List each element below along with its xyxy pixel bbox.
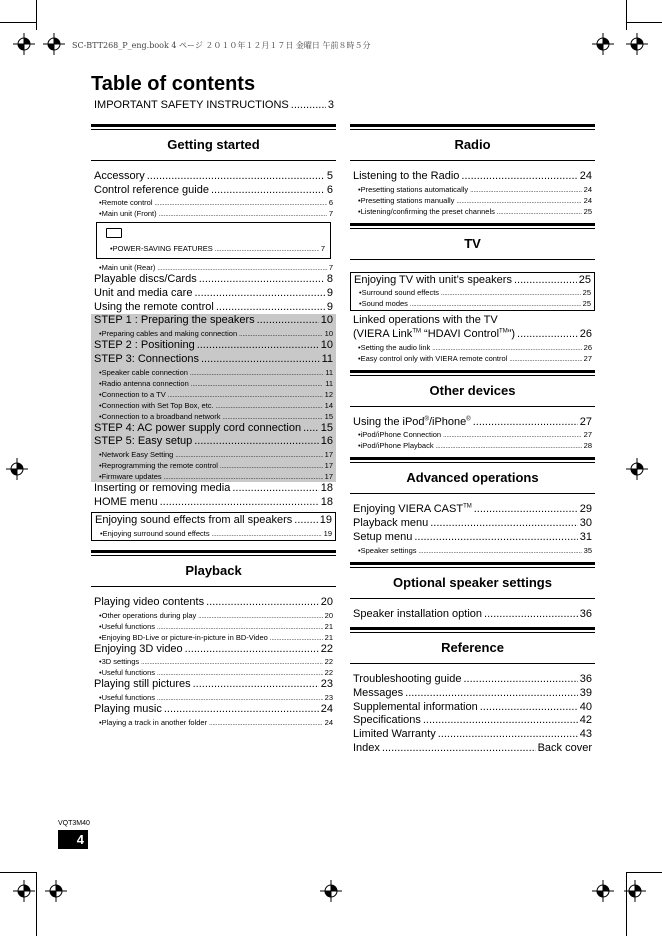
crop-line bbox=[626, 0, 627, 30]
toc-entry-label: •Easy control only with VIERA remote control bbox=[358, 353, 508, 363]
toc-entry[interactable] bbox=[94, 422, 333, 436]
registration-mark-icon bbox=[45, 880, 67, 902]
toc-entry-label: Enjoying 3D video bbox=[94, 642, 183, 655]
toc-entry-label: •Remote control bbox=[99, 198, 153, 208]
section-header-getting-started bbox=[91, 124, 336, 161]
toc-entry-label: Accessory bbox=[94, 170, 145, 182]
toc-entry-page: 15 bbox=[324, 411, 333, 421]
toc-entry-label: •Setting the audio link bbox=[358, 342, 431, 352]
toc-entry-label: •Speaker settings bbox=[358, 545, 417, 555]
toc-entry-page: 10 bbox=[320, 339, 333, 352]
toc-entry-page: 19 bbox=[319, 514, 332, 527]
toc-entry-page: 27 bbox=[579, 415, 592, 428]
toc-entry-page: 25 bbox=[582, 288, 591, 298]
registration-mark-icon bbox=[43, 33, 65, 55]
toc-entry-page: 42 bbox=[579, 714, 592, 727]
toc-entry[interactable] bbox=[94, 703, 333, 717]
section-header-reference bbox=[350, 627, 595, 664]
toc-entry-label: •Listening/confirming the preset channels bbox=[358, 206, 495, 216]
toc-subentry[interactable] bbox=[94, 717, 333, 728]
toc-entry-label: Listening to the Radio bbox=[353, 170, 460, 182]
trademark-mark: TM bbox=[412, 328, 421, 335]
toc-entry-page: 35 bbox=[583, 545, 592, 555]
toc-entry-label: STEP 5: Easy setup bbox=[94, 435, 193, 448]
toc-entry-label: •Enjoying BD-Live or picture-in-picture in BD-Video bbox=[99, 632, 268, 642]
toc-subentry[interactable] bbox=[94, 449, 333, 460]
toc-entry-label: •Useful functions bbox=[99, 693, 155, 702]
model-code: VQT3M40 bbox=[58, 820, 90, 827]
section-header-other-devices bbox=[350, 370, 595, 407]
toc-entry-page: 6 bbox=[326, 183, 333, 196]
section-title: Optional speaker settings bbox=[393, 574, 552, 590]
toc-entry-page: 26 bbox=[583, 342, 592, 352]
toc-entry-label: •iPod/iPhone Playback bbox=[358, 441, 434, 451]
toc-entry-page: 23 bbox=[324, 693, 333, 702]
linked-text-c: ”) bbox=[507, 328, 516, 341]
toc-subentry[interactable] bbox=[94, 378, 333, 389]
toc-entry-label bbox=[353, 328, 515, 342]
toc-entry[interactable] bbox=[94, 170, 333, 184]
crop-line bbox=[36, 872, 37, 936]
section-body-optional-speaker bbox=[350, 599, 595, 628]
section-title: Getting started bbox=[167, 137, 260, 152]
toc-entry[interactable] bbox=[94, 339, 333, 353]
toc-entry-page: 24 bbox=[579, 170, 592, 182]
toc-entry-label: HOME menu bbox=[94, 495, 158, 508]
toc-entry-label bbox=[353, 416, 471, 430]
toc-entry-page: 6 bbox=[328, 198, 333, 208]
toc-subentry[interactable] bbox=[353, 342, 592, 353]
toc-subentry[interactable] bbox=[94, 411, 333, 422]
toc-entry-label: Unit and media care bbox=[94, 287, 193, 300]
toc-entry-label: STEP 3: Connections bbox=[94, 352, 199, 365]
setup-steps-block bbox=[91, 314, 336, 481]
toc-entry[interactable] bbox=[353, 416, 592, 430]
toc-entry-page: 30 bbox=[579, 517, 592, 530]
toc-entry-label: •Useful functions bbox=[99, 668, 155, 678]
toc-entry-page: 26 bbox=[579, 328, 592, 341]
toc-subentry[interactable] bbox=[94, 400, 333, 411]
toc-entry[interactable] bbox=[94, 353, 333, 367]
toc-entry[interactable] bbox=[94, 435, 333, 449]
toc-entry-page: 27 bbox=[583, 353, 592, 363]
toc-entry-label: •Useful functions bbox=[99, 621, 155, 631]
toc-entry-label: Messages bbox=[353, 686, 404, 699]
toc-entry-page: 24 bbox=[324, 717, 333, 727]
toc-entry-label: Enjoying TV with unit’s speakers bbox=[354, 273, 512, 286]
section-body-radio bbox=[350, 161, 595, 223]
toc-entry-label: •3D settings bbox=[99, 657, 140, 667]
toc-subentry[interactable] bbox=[94, 367, 333, 378]
ipod-text-a: Using the iPod bbox=[353, 415, 425, 428]
tv-speakers-box bbox=[350, 272, 595, 312]
toc-entry-label: •Enjoying surround sound effects bbox=[100, 528, 210, 538]
toc-entry-page: 9 bbox=[326, 300, 333, 313]
toc-entry-page: 31 bbox=[579, 530, 592, 543]
toc-subentry[interactable] bbox=[94, 621, 333, 632]
toc-entry-label: •POWER-SAVING FEATURES bbox=[110, 244, 213, 254]
section-title: Other devices bbox=[429, 382, 516, 398]
toc-entry[interactable] bbox=[353, 701, 592, 715]
toc-entry-page: 11 bbox=[325, 378, 333, 388]
left-column bbox=[91, 124, 336, 734]
toc-entry-label: •Preparing cables and making connection bbox=[99, 329, 238, 339]
toc-entry-page: 24 bbox=[583, 184, 592, 194]
toc-entry-page: 23 bbox=[320, 678, 333, 691]
sound-effects-box bbox=[91, 512, 336, 541]
ipod-text-b: /iPhone bbox=[428, 415, 467, 428]
toc-entry-page: 28 bbox=[583, 441, 592, 451]
crop-line bbox=[626, 22, 662, 23]
toc-entry-label: •Radio antenna connection bbox=[99, 378, 189, 388]
registration-mark-icon bbox=[6, 458, 28, 480]
toc-subentry[interactable] bbox=[353, 184, 592, 195]
toc-subentry[interactable] bbox=[94, 610, 333, 621]
toc-entry-page: 18 bbox=[320, 481, 333, 494]
crop-line bbox=[36, 0, 37, 30]
section-title: Playback bbox=[185, 562, 242, 578]
toc-entry-page: 10 bbox=[320, 314, 333, 327]
toc-subentry[interactable] bbox=[95, 528, 332, 539]
toc-entry[interactable] bbox=[94, 496, 333, 510]
toc-entry-page: 7 bbox=[328, 209, 333, 219]
toc-entry-label: Supplemental information bbox=[353, 700, 478, 713]
toc-entry[interactable] bbox=[94, 287, 333, 301]
toc-entry-label: •Surround sound effects bbox=[359, 288, 440, 298]
toc-entry-label: •Firmware updates bbox=[99, 471, 162, 481]
toc-entry-label: •Playing a track in another folder bbox=[99, 717, 208, 727]
toc-entry-label: Playing video contents bbox=[94, 595, 205, 608]
section-body-getting-started bbox=[91, 161, 336, 550]
toc-entry-safety[interactable] bbox=[94, 99, 334, 113]
toc-entry-label: STEP 2 : Positioning bbox=[94, 339, 195, 352]
toc-entry-label: •iPod/iPhone Connection bbox=[358, 430, 442, 440]
toc-entry-page: 25 bbox=[582, 299, 591, 309]
toc-entry-label: Enjoying sound effects from all speakers bbox=[95, 514, 293, 527]
toc-entry-page: 17 bbox=[324, 449, 333, 459]
toc-entry-label: •Sound modes bbox=[359, 299, 408, 309]
registration-mark-icon bbox=[626, 33, 648, 55]
toc-entry[interactable] bbox=[94, 301, 333, 315]
crop-line bbox=[626, 872, 627, 936]
note-box bbox=[96, 222, 331, 259]
toc-entry-label: •Connection to a broadband network bbox=[99, 411, 221, 421]
toc-subentry[interactable] bbox=[94, 667, 333, 678]
toc-entry-page: 21 bbox=[324, 621, 333, 631]
toc-entry-page: 19 bbox=[323, 528, 332, 538]
toc-entry-page: 25 bbox=[583, 206, 592, 216]
toc-entry[interactable] bbox=[354, 274, 591, 288]
page-title: Table of contents bbox=[91, 73, 256, 95]
toc-subentry[interactable] bbox=[94, 656, 333, 667]
section-header-playback bbox=[91, 550, 336, 587]
toc-entry-page: Back cover bbox=[537, 741, 592, 754]
toc-subentry[interactable] bbox=[94, 328, 333, 339]
toc-entry-page: 29 bbox=[579, 503, 592, 516]
toc-entry[interactable] bbox=[94, 184, 333, 198]
toc-entry-label: Playing music bbox=[94, 703, 162, 715]
toc-subentry[interactable] bbox=[102, 243, 325, 254]
toc-entry-page: 24 bbox=[320, 703, 333, 715]
toc-subentry[interactable] bbox=[354, 298, 591, 309]
linked-text-b: “HDAVI Control bbox=[420, 328, 500, 341]
toc-entry[interactable] bbox=[353, 728, 592, 742]
section-title: Radio bbox=[454, 137, 491, 152]
toc-entry-page: 17 bbox=[324, 471, 333, 481]
toc-entry-label: Playback menu bbox=[353, 517, 429, 530]
toc-entry-label: STEP 1 : Preparing the speakers bbox=[94, 314, 255, 327]
toc-entry-label: Limited Warranty bbox=[353, 727, 436, 740]
registered-mark: ® bbox=[424, 416, 429, 423]
toc-entry-label: Playing still pictures bbox=[94, 678, 191, 691]
linked-text-a: (VIERA Link bbox=[353, 328, 413, 341]
viera-cast-text: Enjoying VIERA CAST bbox=[353, 503, 464, 516]
toc-entry-label: •Main unit (Rear) bbox=[99, 263, 156, 273]
toc-entry[interactable] bbox=[353, 328, 592, 342]
toc-entry[interactable] bbox=[94, 273, 333, 287]
section-header-tv bbox=[350, 223, 595, 260]
toc-entry-page: 22 bbox=[324, 657, 333, 667]
toc-entry-page: 22 bbox=[324, 668, 333, 678]
toc-subentry[interactable] bbox=[94, 471, 333, 482]
toc-entry-linked-heading[interactable]: Linked operations with the TV bbox=[353, 314, 498, 327]
toc-entry-page: 7 bbox=[328, 263, 333, 273]
toc-entry-label: Specifications bbox=[353, 714, 421, 727]
trademark-mark: TM bbox=[463, 503, 472, 510]
toc-entry-label: •Presetting stations manually bbox=[358, 195, 455, 205]
toc-entry[interactable] bbox=[94, 643, 333, 657]
section-body-playback bbox=[91, 587, 336, 734]
toc-entry[interactable] bbox=[94, 678, 333, 692]
section-header-radio bbox=[350, 124, 595, 161]
toc-entry-label: IMPORTANT SAFETY INSTRUCTIONS bbox=[94, 99, 289, 111]
section-title: TV bbox=[464, 235, 481, 251]
registration-mark-icon bbox=[592, 880, 614, 902]
toc-entry-page: 9 bbox=[326, 287, 333, 300]
toc-entry[interactable] bbox=[353, 503, 592, 517]
toc-entry-page: 15 bbox=[320, 421, 333, 434]
toc-entry-page: 20 bbox=[324, 610, 333, 620]
section-header-optional-speaker bbox=[350, 562, 595, 599]
toc-entry-page: 43 bbox=[579, 727, 592, 740]
toc-entry-page: 17 bbox=[324, 460, 333, 470]
section-header-advanced bbox=[350, 457, 595, 494]
toc-entry-label: Setup menu bbox=[353, 530, 413, 543]
toc-entry-page: 36 bbox=[579, 607, 592, 620]
registration-mark-icon bbox=[592, 33, 614, 55]
toc-entry[interactable] bbox=[95, 514, 332, 528]
crop-line bbox=[0, 22, 36, 23]
toc-entry-page: 10 bbox=[324, 329, 333, 339]
toc-entry-page: 11 bbox=[321, 352, 333, 365]
toc-entry-page: 5 bbox=[326, 170, 333, 182]
right-column bbox=[350, 124, 595, 761]
registration-mark-icon bbox=[320, 880, 342, 902]
toc-entry-page: 40 bbox=[579, 700, 592, 713]
toc-entry-label: •Main unit (Front) bbox=[99, 209, 157, 219]
toc-subentry[interactable] bbox=[353, 195, 592, 206]
toc-entry-label: Control reference guide bbox=[94, 183, 209, 196]
toc-subentry[interactable] bbox=[353, 545, 592, 556]
toc-subentry[interactable] bbox=[94, 460, 333, 471]
toc-entry-page: 21 bbox=[324, 632, 333, 642]
toc-entry[interactable] bbox=[94, 482, 333, 496]
section-body-other-devices bbox=[350, 407, 595, 458]
toc-entry-label: Inserting or removing media bbox=[94, 481, 231, 494]
toc-entry[interactable] bbox=[353, 517, 592, 531]
toc-subentry[interactable] bbox=[353, 353, 592, 364]
trademark-mark: TM bbox=[499, 328, 508, 335]
toc-entry-page: 3 bbox=[327, 99, 334, 111]
toc-entry-label: •Presetting stations automatically bbox=[358, 184, 469, 194]
toc-entry[interactable] bbox=[353, 531, 592, 545]
toc-entry[interactable] bbox=[353, 742, 592, 756]
toc-entry-page: 20 bbox=[320, 595, 333, 608]
toc-entry[interactable] bbox=[94, 596, 333, 610]
toc-entry-page: 14 bbox=[324, 400, 333, 410]
toc-entry-page: 25 bbox=[578, 273, 591, 286]
toc-entry-label: •Connection with Set Top Box, etc. bbox=[99, 400, 214, 410]
toc-entry-label: Playable discs/Cards bbox=[94, 273, 197, 286]
toc-entry-page: 8 bbox=[326, 273, 333, 286]
section-body-reference bbox=[350, 664, 595, 761]
toc-entry-page: 16 bbox=[320, 435, 333, 448]
toc-entry-label: •Speaker cable connection bbox=[99, 367, 188, 377]
registration-mark-icon bbox=[13, 33, 35, 55]
toc-subentry[interactable] bbox=[94, 692, 333, 703]
toc-entry-page: 27 bbox=[583, 430, 592, 440]
toc-entry-label: Speaker installation option bbox=[353, 607, 483, 620]
toc-subentry[interactable] bbox=[94, 262, 333, 273]
toc-entry[interactable] bbox=[353, 170, 592, 184]
toc-entry-label: •Connection to a TV bbox=[99, 389, 166, 399]
toc-entry-page: 11 bbox=[325, 367, 333, 377]
section-body-tv bbox=[350, 260, 595, 370]
crop-line bbox=[0, 872, 36, 873]
toc-entry[interactable] bbox=[353, 673, 592, 687]
toc-entry-page: 12 bbox=[324, 389, 333, 399]
toc-entry-page: 36 bbox=[579, 673, 592, 686]
toc-entry[interactable] bbox=[353, 714, 592, 728]
print-header: SC-BTT268_P_eng.book 4 ページ ２０１０年１２月１７日 金曜日 午前８時５分 bbox=[72, 41, 371, 50]
toc-entry-page: 24 bbox=[583, 195, 592, 205]
toc-entry-label: •Network Easy Setting bbox=[99, 449, 174, 459]
toc-entry[interactable] bbox=[353, 608, 592, 622]
toc-entry-page: 39 bbox=[579, 686, 592, 699]
toc-entry-label: Troubleshooting guide bbox=[353, 673, 462, 686]
toc-entry-label bbox=[353, 503, 472, 517]
registration-mark-icon bbox=[626, 458, 648, 480]
toc-entry-label: •Reprogramming the remote control bbox=[99, 460, 218, 470]
registered-mark: ® bbox=[466, 416, 471, 423]
toc-subentry[interactable] bbox=[354, 287, 591, 298]
toc-entry-page: 18 bbox=[320, 495, 333, 508]
toc-subentry[interactable] bbox=[94, 208, 333, 219]
toc-entry[interactable] bbox=[353, 687, 592, 701]
toc-entry-page: 22 bbox=[320, 642, 333, 655]
crop-line bbox=[626, 872, 662, 873]
section-body-advanced bbox=[350, 494, 595, 561]
toc-entry-label: Index bbox=[353, 741, 380, 754]
toc-subentry[interactable] bbox=[94, 389, 333, 400]
toc-subentry[interactable] bbox=[94, 632, 333, 643]
toc-subentry[interactable] bbox=[353, 429, 592, 440]
toc-entry[interactable] bbox=[94, 314, 333, 328]
toc-subentry[interactable] bbox=[353, 206, 592, 217]
book-icon bbox=[106, 228, 122, 238]
registration-mark-icon bbox=[13, 880, 35, 902]
toc-entry-label: STEP 4: AC power supply cord connection bbox=[94, 421, 302, 434]
toc-entry-label: •Other operations during play bbox=[99, 610, 197, 620]
section-title: Reference bbox=[441, 640, 504, 656]
registration-mark-icon bbox=[624, 880, 646, 902]
section-title: Advanced operations bbox=[406, 470, 539, 486]
toc-entry-page: 7 bbox=[320, 244, 325, 254]
page-number-badge: 4 bbox=[58, 830, 88, 849]
toc-entry-label: Using the remote control bbox=[94, 300, 214, 313]
toc-subentry[interactable] bbox=[94, 197, 333, 208]
toc-subentry[interactable] bbox=[353, 440, 592, 451]
